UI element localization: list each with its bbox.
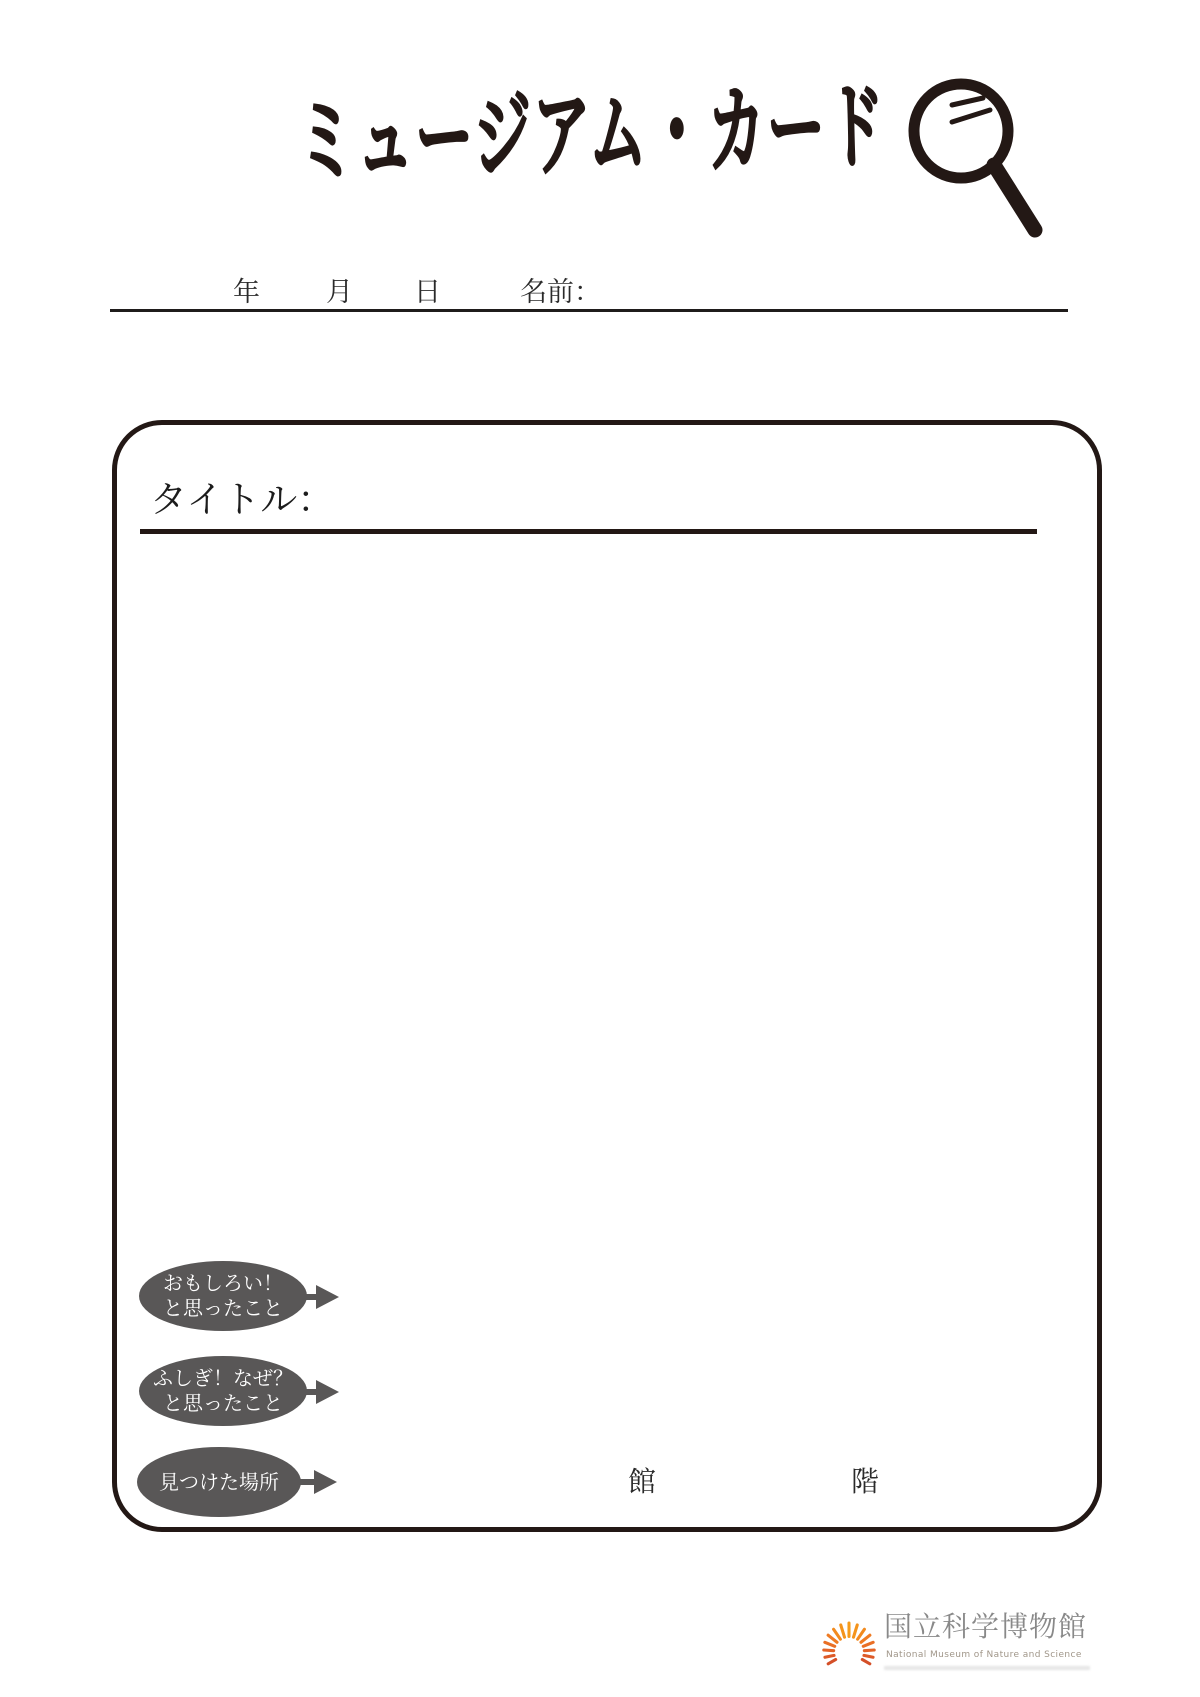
prompt-bubble-location	[137, 1447, 301, 1517]
year-label: 年	[233, 277, 260, 308]
arrow-right-icon	[299, 1283, 339, 1311]
prompt-line: おもしろい！	[163, 1271, 283, 1295]
building-unit-label: 館	[628, 1465, 657, 1498]
prompt-line: と思ったこと	[163, 1391, 283, 1415]
org-name-english: National Museum of Nature and Science	[886, 1650, 1082, 1660]
month-label: 月	[326, 277, 353, 308]
arrow-right-icon	[299, 1378, 339, 1406]
floor-unit-label: 階	[851, 1465, 880, 1498]
prompt-bubble-wonder	[139, 1356, 307, 1426]
day-label: 日	[414, 277, 441, 308]
title-fill-line	[140, 529, 1037, 534]
name-label: 名前：	[520, 277, 601, 308]
prompt-bubble-interesting	[139, 1261, 307, 1331]
magnifier-icon	[903, 70, 1043, 240]
title-label: タイトル：	[150, 478, 335, 521]
observation-card	[112, 420, 1102, 1532]
scan-artifact-line	[884, 1666, 1090, 1670]
prompt-line: ふしぎ！なぜ？	[153, 1366, 293, 1390]
date-name-fill-line	[110, 309, 1068, 312]
page-title: ミュージアム・カード	[295, 72, 888, 197]
prompt-line: と思ったこと	[163, 1296, 283, 1320]
arrow-right-icon	[297, 1468, 337, 1496]
prompt-line: 見つけた場所	[159, 1469, 279, 1494]
org-name-japanese: 国立科学博物館	[884, 1610, 1088, 1643]
museum-arch-logo-icon	[822, 1602, 876, 1671]
